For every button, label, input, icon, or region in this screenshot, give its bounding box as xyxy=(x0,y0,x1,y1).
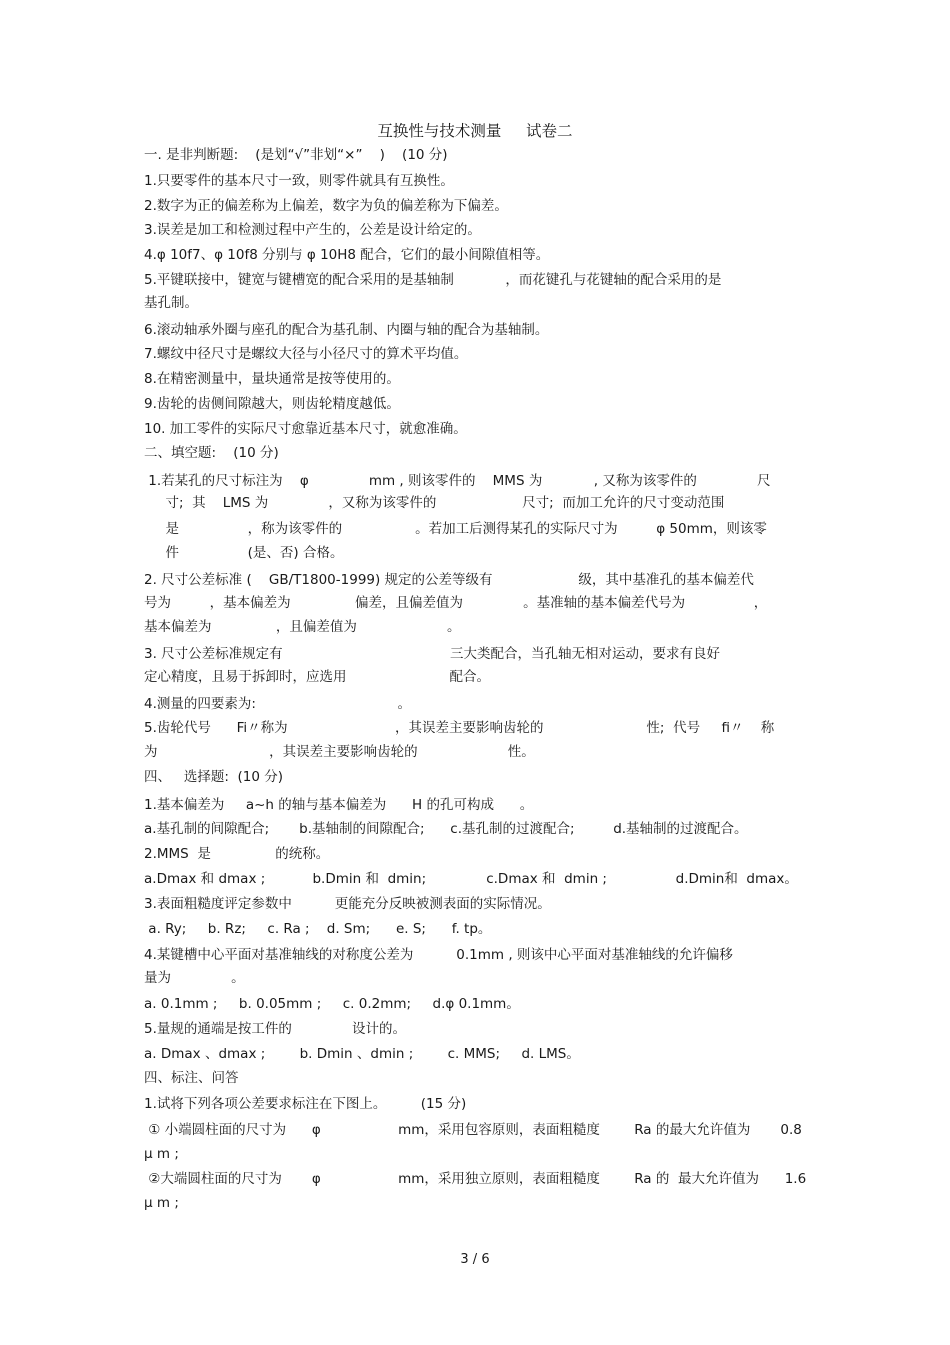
text-line: 9.齿轮的齿侧间隙越大，则齿轮精度越低。 xyxy=(144,396,400,412)
text-line: ②大端圆柱面的尺寸为 φ mm，采用独立原则，表面粗糙度 Ra 的 最大允许值为 1.6 xyxy=(144,1171,807,1187)
text-line: 2.MMS 是 的统称。 xyxy=(144,846,330,862)
text-line: 一. 是非判断题: (是划“√”非划“×” ) (10 分) xyxy=(144,147,448,163)
text-line: 3.表面粗糙度评定参数中 更能充分反映被测表面的实际情况。 xyxy=(144,896,551,912)
text-line: 1.只要零件的基本尺寸一致，则零件就具有互换性。 xyxy=(144,173,454,189)
text-line: 二、填空题: (10 分) xyxy=(144,445,279,461)
text-line: 5.平键联接中，键宽与键槽宽的配合采用的是基轴制 ，而花键孔与花键轴的配合采用的是 xyxy=(144,272,722,288)
text-line: 5.量规的通端是按工件的 设计的。 xyxy=(144,1021,406,1037)
text-line: ① 小端圆柱面的尺寸为 φ mm，采用包容原则，表面粗糙度 Ra 的最大允许值为 0.8 xyxy=(144,1122,802,1138)
text-line: μ m ; xyxy=(144,1195,179,1211)
text-line: 3. 尺寸公差标准规定有 三大类配合，当孔轴无相对运动，要求有良好 xyxy=(144,646,721,662)
text-line: 为 ，其误差主要影响齿轮的 性。 xyxy=(144,744,535,760)
text-line: 量为 。 xyxy=(144,970,245,986)
text-line: 1.试将下列各项公差要求标注在下图上。 (15 分) xyxy=(144,1096,467,1112)
text-line: 8.在精密测量中，量块通常是按等使用的。 xyxy=(144,371,400,387)
text-line: a. Ry; b. Rz; c. Ra ; d. Sm; e. S; f. tp。 xyxy=(144,921,492,937)
text-line: 4.某键槽中心平面对基准轴线的对称度公差为 0.1mm , 则该中心平面对基准轴线的允许偏移 xyxy=(144,947,733,963)
text-line: a. 0.1mm ; b. 0.05mm ; c. 0.2mm; d.φ 0.1mm。 xyxy=(144,996,520,1012)
text-line: 四、标注、问答 xyxy=(144,1070,239,1086)
text-line: a.Dmax 和 dmax ; b.Dmin 和 dmin; c.Dmax 和 dmin ; d.Dmin和 dmax。 xyxy=(144,871,798,887)
text-line: 号为 ，基本偏差为 偏差，且偏差值为 。基准轴的基本偏差代号为 ， xyxy=(144,595,768,611)
text-line: 5.齿轮代号 Fi〃称为 ，其误差主要影响齿轮的 性; 代号 fi〃 称 xyxy=(144,720,775,736)
text-line: 四、 选择题: (10 分) xyxy=(144,769,284,785)
text-line: 3.误差是加工和检测过程中产生的，公差是设计给定的。 xyxy=(144,222,481,238)
text-line: 定心精度，且易于拆卸时，应选用 配合。 xyxy=(144,669,490,685)
text-line: 4.φ 10f7、φ 10f8 分别与 φ 10H8 配合，它们的最小间隙值相等。 xyxy=(144,247,550,263)
page-number: 3 / 6 xyxy=(460,1252,490,1267)
text-line: 1.基本偏差为 a~h 的轴与基本偏差为 H 的孔可构成 。 xyxy=(144,797,534,813)
text-line: 10. 加工零件的实际尺寸愈靠近基本尺寸，就愈准确。 xyxy=(144,421,467,437)
text-line: 寸; 其 LMS 为 ，又称为该零件的 尺寸; 而加工允许的尺寸变动范围 xyxy=(144,495,725,511)
text-line: 基孔制。 xyxy=(144,295,198,311)
text-line: 件 (是、否) 合格。 xyxy=(144,545,344,561)
text-line: a. Dmax 、dmax ; b. Dmin 、dmin ; c. MMS; d. LMS。 xyxy=(144,1046,580,1062)
text-line: 是 ，称为该零件的 。若加工后测得某孔的实际尺寸为 φ 50mm，则该零 xyxy=(144,521,767,537)
text-line: μ m ; xyxy=(144,1146,179,1162)
text-line: 1.若某孔的尺寸标注为 φ mm , 则该零件的 MMS 为 , 又称为该零件的 尺 xyxy=(144,473,771,489)
text-line: 4.测量的四要素为: 。 xyxy=(144,696,412,712)
text-line: 2. 尺寸公差标准 ( GB/T1800-1999) 规定的公差等级有 级，其中基准孔的基本偏差代 xyxy=(144,572,754,588)
exam-title: 互换性与技术测量 试卷二 xyxy=(377,122,573,140)
text-line: 7.螺纹中径尺寸是螺纹大径与小径尺寸的算术平均值。 xyxy=(144,346,468,362)
text-line: 2.数字为正的偏差称为上偏差，数字为负的偏差称为下偏差。 xyxy=(144,198,508,214)
text-line: 基本偏差为 ，且偏差值为 。 xyxy=(144,619,461,635)
text-line: 6.滚动轴承外圈与座孔的配合为基孔制、内圈与轴的配合为基轴制。 xyxy=(144,322,549,338)
text-line: a.基孔制的间隙配合; b.基轴制的间隙配合; c.基孔制的过渡配合; d.基轴制的过渡配合。 xyxy=(144,821,748,837)
